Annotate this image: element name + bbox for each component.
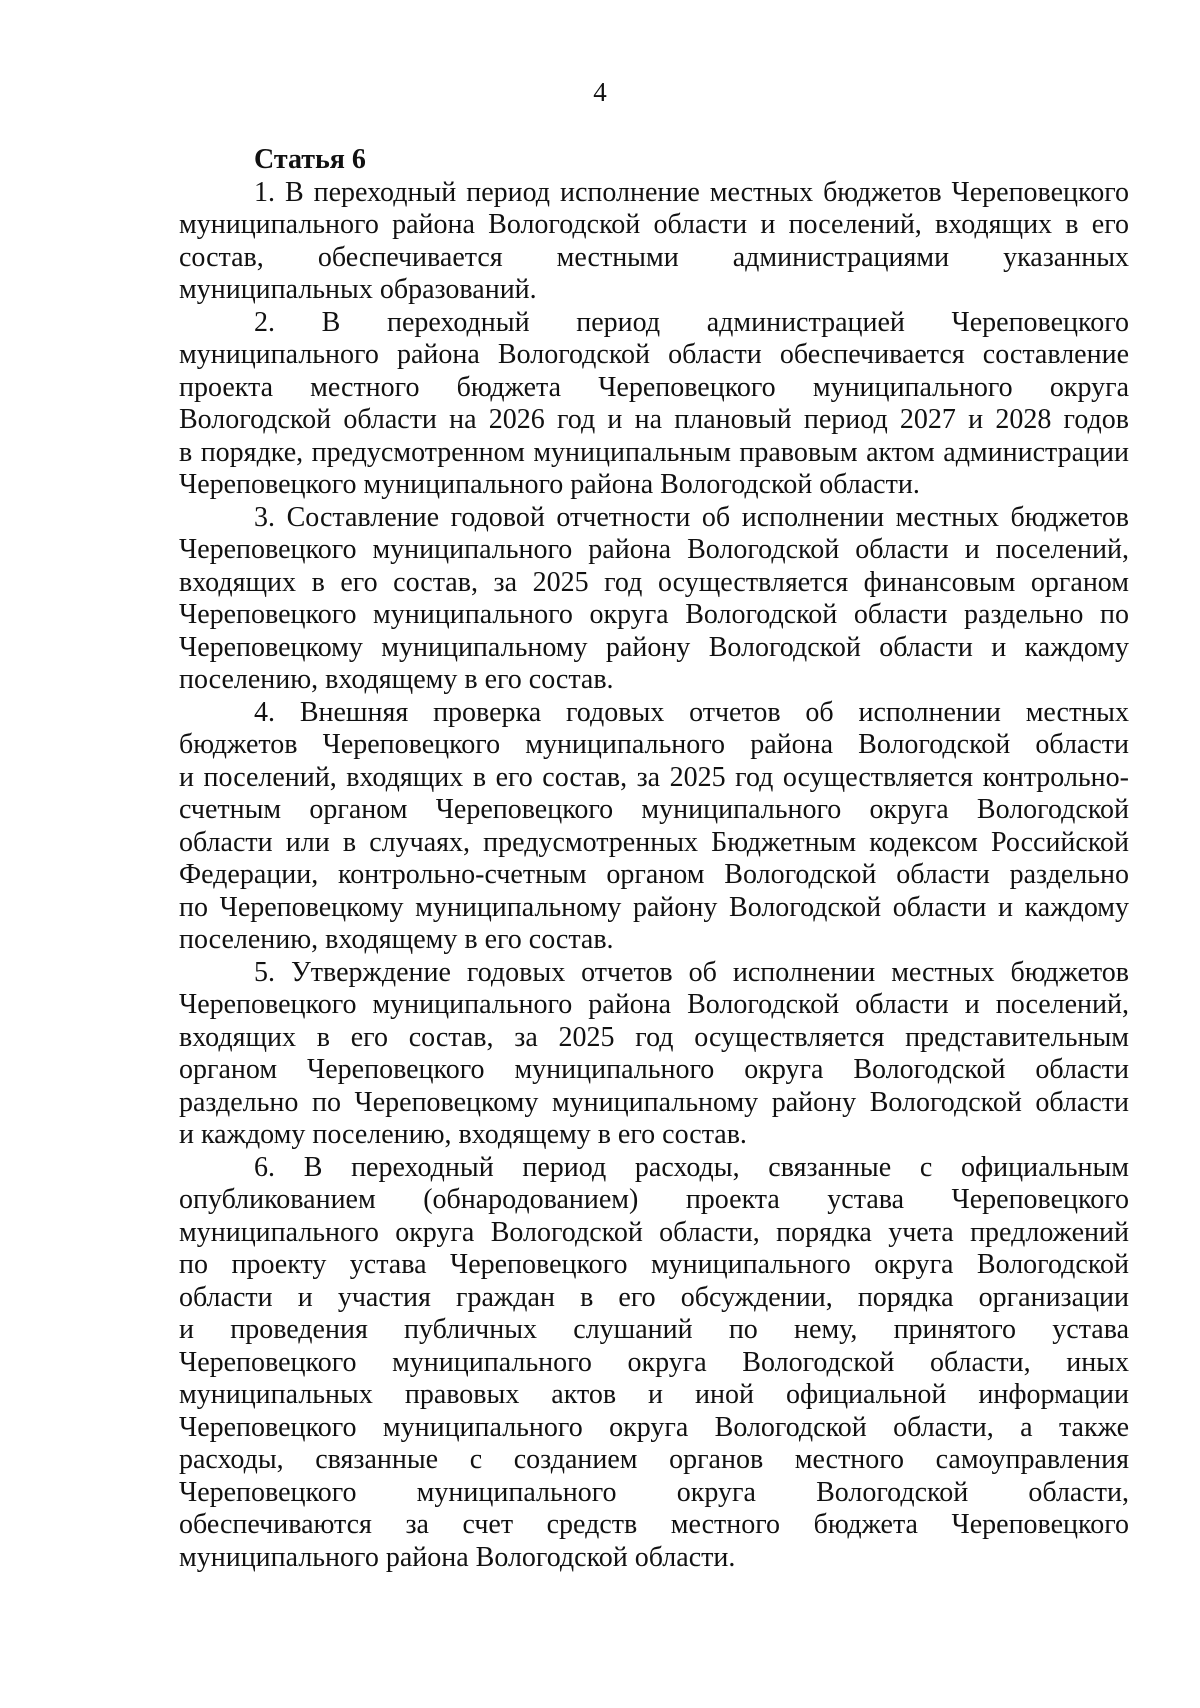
paragraph-line: раздельно по Череповецкому муниципальному району Вологодской области [179, 1086, 1129, 1118]
paragraph-line: Череповецкого муниципального округа Вологодской области раздельно по [179, 599, 1129, 630]
article-body [179, 144, 1129, 1574]
paragraph-line: обеспечиваются за счет средств местного бюджета Череповецкого [179, 1509, 1129, 1540]
paragraph-line: муниципального района Вологодской области. [179, 1541, 736, 1573]
article-paragraphs [179, 177, 1129, 1575]
paragraph-line: Череповецкого муниципального округа Вологодской области, [179, 1476, 1129, 1508]
paragraph-line: состав, обеспечивается местными администрациями указанных [179, 241, 1129, 273]
paragraph-line: поселению, входящему в его состав. [179, 924, 614, 955]
article-heading: Статья 6 [254, 144, 366, 175]
paragraph-line: Федерации, контрольно-счетным органом Вологодской области раздельно [179, 859, 1129, 890]
paragraph-line: 4. Внешняя проверка годовых отчетов об исполнении местных [254, 696, 1129, 728]
article-paragraph [179, 177, 1129, 307]
paragraph-line: области или в случаях, предусмотренных Бюджетным кодексом Российской [179, 826, 1129, 858]
paragraph-line: 1. В переходный период исполнение местных бюджетов Череповецкого [254, 176, 1129, 208]
paragraph-line: бюджетов Череповецкого муниципального района Вологодской области [179, 729, 1129, 760]
paragraph-line: входящих в его состав, за 2025 год осуществляется финансовым органом [179, 566, 1129, 598]
paragraph-line: области и участия граждан в его обсуждении, порядка организации [179, 1281, 1129, 1313]
paragraph-line: муниципального района Вологодской области и поселений, входящих в его [179, 209, 1129, 240]
paragraph-line: и поселений, входящих в его состав, за 2025 год осуществляется контрольно- [179, 761, 1129, 793]
paragraph-line: органом Череповецкого муниципального округа Вологодской области [179, 1054, 1129, 1085]
paragraph-line: по Череповецкому муниципальному району Вологодской области и каждому [179, 891, 1129, 923]
paragraph-line: по проекту устава Череповецкого муниципального округа Вологодской [179, 1249, 1129, 1280]
paragraph-line: муниципального района Вологодской области обеспечивается составление [179, 339, 1129, 370]
paragraph-line: Череповецкого муниципального округа Вологодской области, а также [179, 1411, 1129, 1443]
paragraph-line: Череповецкого муниципального округа Вологодской области, иных [179, 1346, 1129, 1378]
paragraph-line: 3. Составление годовой отчетности об исполнении местных бюджетов [254, 501, 1129, 533]
paragraph-line: в порядке, предусмотренном муниципальным правовым актом администрации [179, 436, 1129, 468]
article-paragraph [179, 502, 1129, 697]
paragraph-line: счетным органом Череповецкого муниципального округа Вологодской [179, 794, 1129, 825]
paragraph-line: расходы, связанные с созданием органов местного самоуправления [179, 1444, 1129, 1475]
paragraph-line: муниципальных образований. [179, 274, 537, 305]
paragraph-line: входящих в его состав, за 2025 год осуществляется представительным [179, 1021, 1129, 1053]
article-paragraph [179, 307, 1129, 502]
paragraph-line: и каждому поселению, входящему в его состав. [179, 1119, 747, 1150]
paragraph-line: муниципальных правовых актов и иной официальной информации [179, 1379, 1129, 1410]
paragraph-line: Череповецкого муниципального района Вологодской области и поселений, [179, 989, 1129, 1020]
article-paragraph [179, 697, 1129, 957]
paragraph-line: 6. В переходный период расходы, связанные с официальным [254, 1151, 1129, 1183]
paragraph-line: муниципального округа Вологодской области, порядка учета предложений [179, 1216, 1129, 1248]
paragraph-line: опубликованием (обнародованием) проекта устава Череповецкого [179, 1184, 1129, 1215]
paragraph-line: Череповецкого муниципального района Вологодской области и поселений, [179, 534, 1129, 565]
paragraph-line: проекта местного бюджета Череповецкого муниципального округа [179, 371, 1129, 403]
paragraph-line: и проведения публичных слушаний по нему, принятого устава [179, 1314, 1129, 1345]
article-paragraph [179, 957, 1129, 1152]
paragraph-line: Вологодской области на 2026 год и на плановый период 2027 и 2028 годов [179, 404, 1129, 435]
paragraph-line: 2. В переходный период администрацией Череповецкого [254, 306, 1129, 338]
paragraph-line: Череповецкому муниципальному району Вологодской области и каждому [179, 631, 1129, 663]
paragraph-line: Череповецкого муниципального района Вологодской области. [179, 469, 920, 500]
paragraph-line: 5. Утверждение годовых отчетов об исполнении местных бюджетов [254, 956, 1129, 988]
article-paragraph [179, 1152, 1129, 1575]
paragraph-line: поселению, входящему в его состав. [179, 664, 614, 695]
page-number: 4 [593, 77, 607, 107]
